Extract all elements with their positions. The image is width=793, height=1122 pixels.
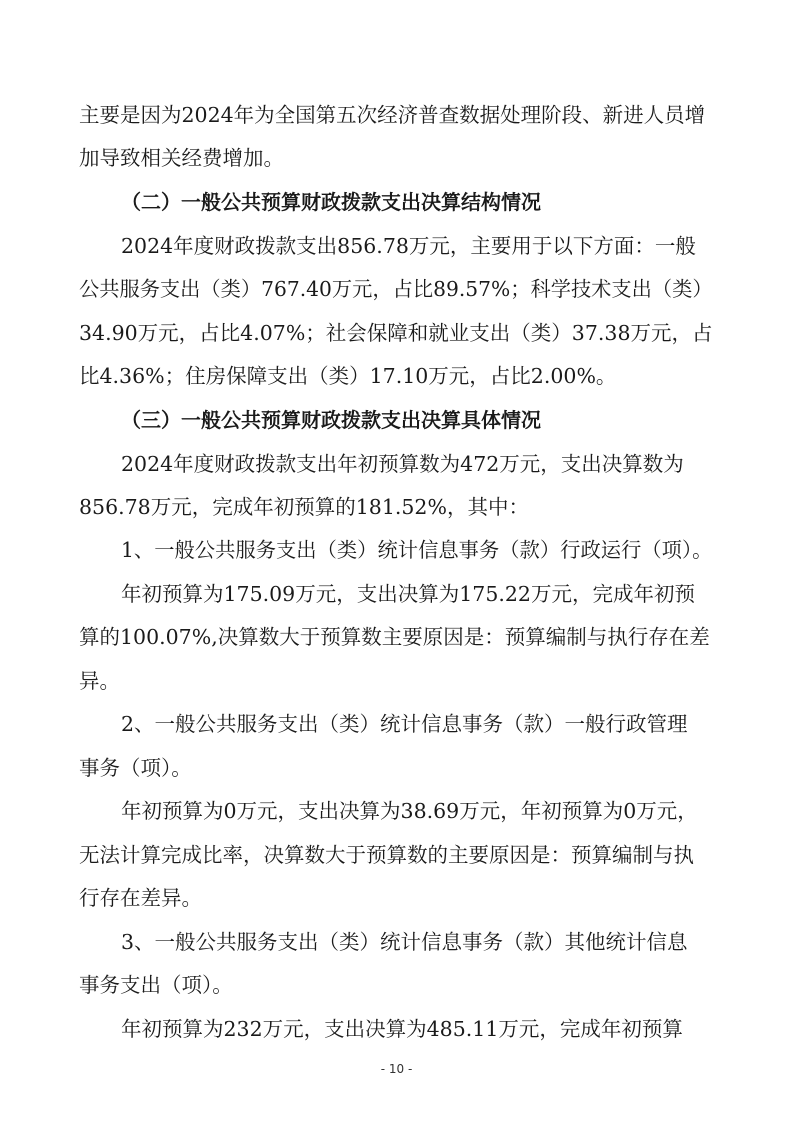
text-line-13: 算的100.07%,决算数大于预算数主要原因是：预算编制与执行存在差 [79,625,710,649]
text-line-21: 事务支出（项）。 [79,973,233,997]
text-line-5: 公共服务支出（类）767.40万元，占比89.57%；科学技术支出（类） [79,277,713,301]
text-line-2: 加导致相关经费增加。 [79,146,284,170]
text-line-15: 2、一般公共服务支出（类）统计信息事务（款）一般行政管理 [121,712,688,736]
text-line-19: 行存在差异。 [79,886,202,910]
text-line-10: 856.78万元，完成年初预算的181.52%，其中： [79,495,529,519]
section-heading-2: （二）一般公共预算财政拨款支出决算结构情况 [121,190,541,214]
text-line-12: 年初预算为175.09万元，支出决算为175.22万元，完成年初预 [121,582,695,606]
text-line-20: 3、一般公共服务支出（类）统计信息事务（款）其他统计信息 [121,930,688,954]
text-line-22: 年初预算为232万元，支出决算为485.11万元，完成年初预算 [121,1017,683,1041]
text-line-7: 比4.36%；住房保障支出（类）17.10万元，占比2.00%。 [79,364,617,388]
text-line-18: 无法计算完成比率，决算数大于预算数的主要原因是：预算编制与执 [79,843,694,867]
text-line-1: 主要是因为2024年为全国第五次经济普查数据处理阶段、新进人员增 [79,103,706,127]
page-number: - 10 - [380,1062,413,1076]
text-line-17: 年初预算为0万元，支出决算为38.69万元，年初预算为0万元， [121,799,698,823]
section-heading-3: （三）一般公共预算财政拨款支出决算具体情况 [121,408,541,432]
text-line-9: 2024年度财政拨款支出年初预算数为472万元，支出决算数为 [121,452,684,476]
text-line-14: 异。 [79,669,120,693]
text-line-16: 事务（项）。 [79,756,192,780]
text-line-6: 34.90万元，占比4.07%；社会保障和就业支出（类）37.38万元，占 [79,321,713,345]
text-line-4: 2024年度财政拨款支出856.78万元，主要用于以下方面：一般 [121,234,696,258]
text-line-11: 1、一般公共服务支出（类）统计信息事务（款）行政运行（项）。 [121,538,713,562]
